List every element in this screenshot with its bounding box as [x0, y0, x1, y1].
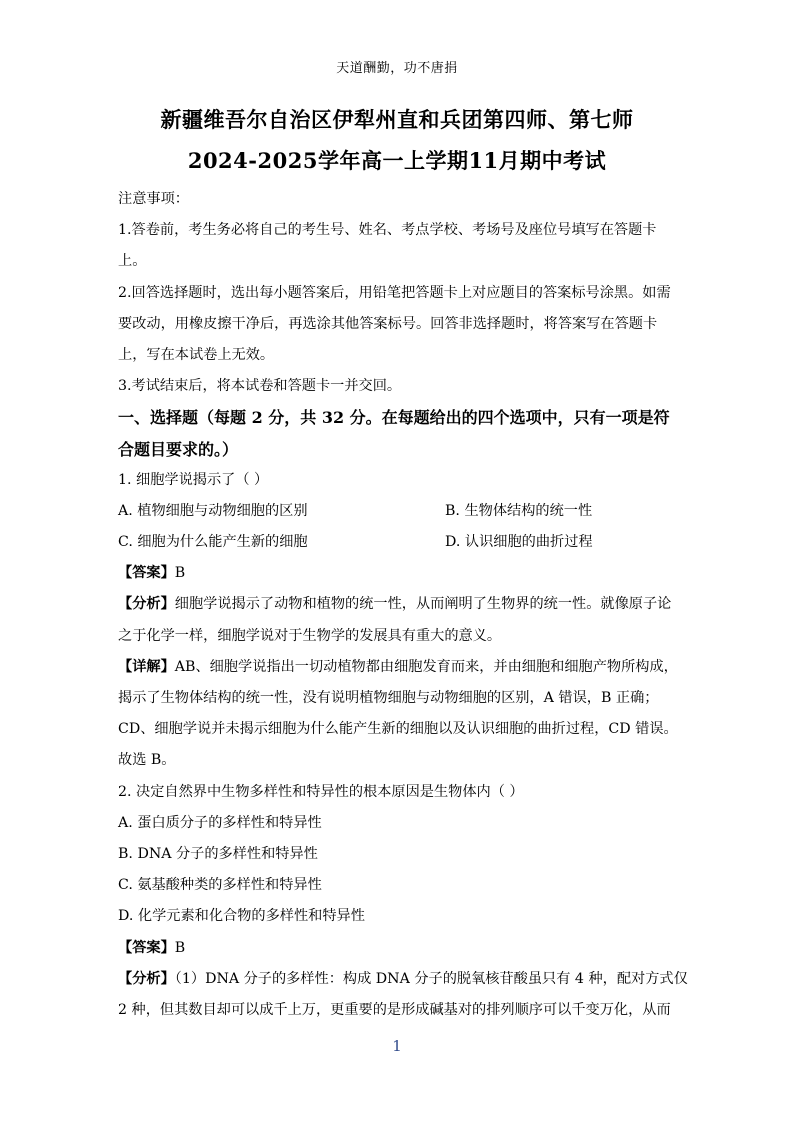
notice-line: 要改动，用橡皮擦干净后，再选涂其他答案标号。回答非选择题时，将答案写在答题卡 — [118, 315, 658, 332]
q1-option-c: C. 细胞为什么能产生新的细胞 — [118, 534, 308, 551]
q1-options-row2 — [118, 527, 678, 558]
page-title-line2: 2024-2025学年高一上学期11月期中考试 — [187, 148, 607, 173]
answer-value: B — [174, 565, 186, 582]
q2-option-a: A. 蛋白质分子的多样性和特异性 — [118, 814, 322, 831]
notice-line: 上，写在本试卷上无效。 — [118, 346, 275, 363]
q1-options-row1 — [118, 496, 678, 527]
notice-line: 上。 — [118, 253, 147, 270]
section-heading: 一、选择题（每题 2 分，共 32 分。在每题给出的四个选项中，只有一项是符 — [118, 408, 670, 428]
header-note: 天道酬勤，功不唐捐 — [336, 61, 458, 76]
q2-stem: 2. 决定自然界中生物多样性和特异性的根本原因是生物体内（ ） — [118, 783, 524, 800]
q1-answer — [118, 558, 678, 589]
q1-analysis — [118, 589, 678, 620]
analysis-text: （1）DNA 分子的多样性：构成 DNA 分子的脱氧核苷酸虽只有 4 种，配对方式仅 — [174, 970, 688, 987]
q2-analysis-cont: 2 种，但其数目却可以成千上万，更重要的是形成碱基对的排列顺序可以千变万化，从而 — [118, 1001, 671, 1018]
q1-analysis-cont: 之于化学一样，细胞学说对于生物学的发展具有重大的意义。 — [118, 627, 502, 644]
q1-option-a: A. 植物细胞与动物细胞的区别 — [118, 502, 308, 519]
page-title-line1: 新疆维吾尔自治区伊犁州直和兵团第四师、第七师 — [160, 107, 634, 132]
q2-option-d: D. 化学元素和化合物的多样性和特异性 — [118, 908, 365, 925]
notice-line: 1.答卷前，考生务必将自己的考生号、姓名、考点学校、考场号及座位号填写在答题卡 — [118, 222, 657, 239]
answer-tag: 【答案】 — [118, 565, 175, 582]
notice-line: 2.回答选择题时，选出每小题答案后，用铅笔把答题卡上对应题目的答案标号涂黑。如需 — [118, 284, 671, 301]
detail-text: AB、细胞学说指出一切动植物都由细胞发育而来，并由细胞和细胞产物所构成， — [174, 658, 678, 675]
q1-detail — [118, 652, 678, 683]
q1-detail-cont: CD、细胞学说并未揭示细胞为什么能产生新的细胞以及认识细胞的曲折过程，CD 错误。 — [118, 721, 678, 738]
notice-line: 3.考试结束后，将本试卷和答题卡一并交回。 — [118, 378, 402, 395]
notice-heading: 注意事项： — [118, 191, 189, 207]
document-body — [118, 184, 688, 1026]
q2-option-b: B. DNA 分子的多样性和特异性 — [118, 845, 318, 862]
q1-stem: 1. 细胞学说揭示了（ ） — [118, 471, 269, 488]
page-number: 1 — [392, 1037, 402, 1055]
q1-option-d: D. 认识细胞的曲折过程 — [445, 534, 593, 551]
detail-tag: 【详解】 — [118, 658, 175, 675]
analysis-text: 细胞学说揭示了动物和植物的统一性，从而阐明了生物界的统一性。就像原子论 — [174, 596, 672, 613]
analysis-tag: 【分析】 — [118, 970, 175, 987]
q1-option-b: B. 生物体结构的统一性 — [445, 502, 593, 519]
section-heading-cont: 合题目要求的。） — [118, 439, 239, 459]
q2-answer — [118, 933, 678, 964]
answer-tag: 【答案】 — [118, 939, 175, 956]
q2-analysis — [118, 964, 688, 995]
q2-option-c: C. 氨基酸种类的多样性和特异性 — [118, 877, 322, 894]
q1-detail-cont: 揭示了生物体结构的统一性，没有说明植物细胞与动物细胞的区别，A 错误，B 正确； — [118, 690, 659, 706]
analysis-tag: 【分析】 — [118, 596, 175, 613]
answer-value: B — [174, 939, 186, 956]
q1-detail-cont: 故选 B。 — [118, 752, 176, 769]
